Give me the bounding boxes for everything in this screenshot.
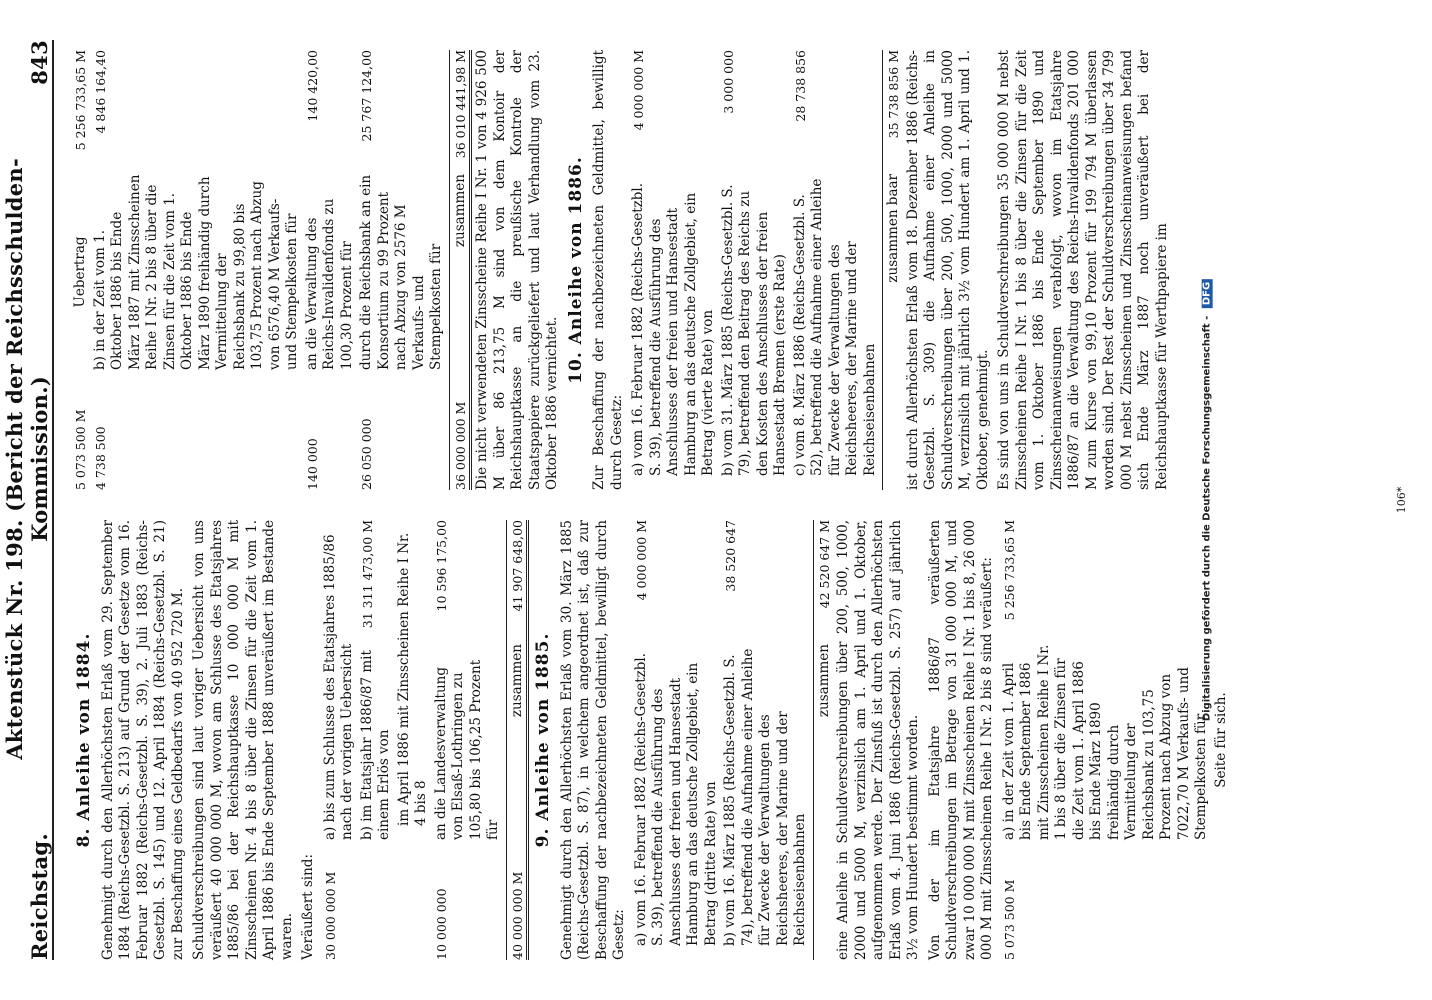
row-text: durch die Reichsbank an ein Konsortium zu 99 Prozent nach Abzug von 2576 M Verkaufs- und Stempelkosten für: [358, 174, 444, 370]
section-9-heading: 9. Anleihe von 1885.: [533, 632, 553, 848]
row-value: 4 846 164,40: [92, 50, 108, 134]
header-left: Reichstag.: [27, 833, 52, 960]
row-value: 5 256 733,65 M: [1001, 520, 1017, 621]
row-text: im April 1886 mit Zinsscheinen Reihe I Nr. 4 bis 8: [395, 532, 429, 826]
row-amount: 140 000: [304, 438, 320, 490]
row-value: 4 000 000 M: [633, 520, 649, 601]
section-9-sum: [813, 520, 834, 960]
dfg-credit-text: Digitalisierung gefördert durch die Deutsche Forschungsgemeinschaft -: [1201, 315, 1213, 722]
row-value: 25 767 124,00: [359, 50, 374, 142]
row-value: 31 311 473,00 M: [359, 520, 375, 629]
section-8-p2: Schuldverschreibungen sind laut voriger Uebersicht von uns veräußert 40 000 000 M, wovon am Schlusse des Etatsjahres 1885/86 bei der Reichshauptkasse 10 000 000 M mit Zinsscheinen Nr. 4 bis 8 über die Zinsen für die Zeit vom 1. April 1886 bis Ende September 1888 unveräußert im Bestande waren.: [191, 520, 295, 960]
row-value: 3 000 000: [720, 50, 736, 114]
section-8-p3: Veräußert sind:: [300, 853, 316, 960]
row-text: b) im Etatsjahr 1886/87 mit einem Erlös von: [358, 650, 392, 840]
header-title: Aktenstück Nr. 198. (Bericht der Reichsschulden-Kommission.): [2, 157, 52, 760]
section-9-p3: Von der im Etatsjahre 1886/87 veräußerten Schuldverschreibungen im Betrage von 31 000 000 M, und zwar 10 000 000 M mit Zinsscheinen Reihe I Nr. 1 bis 8, 26 000 000 M mit Zinsscheinen Reihe I Nr. 2 bis 8 sind veräußert:: [926, 520, 995, 960]
section-8-p1: Genehmigt durch den Allerhöchsten Erlaß vom 29. September 1884 (Reichs-Gesetzbl. S. 213) auf Grund der Gesetze vom 16. Februar 1882 (Reichs-Gesetzbl. S. 39), 2. Juli 1883 (Reichs-Gesetzbl. S. 145) und 12. April 1884 (Reichs-Gesetzbl. S. 21) zur Beschaffung eines Geldbedarfs von 40 952 720 M.: [99, 520, 186, 960]
row-text: Uebertrag: [72, 236, 88, 308]
section-9-p2: eine Anleihe in Schuldverschreibungen über 200, 500, 1000, 2000 und 5000 M, verzinslich am 1. April und 1. Oktober, aufgenommen werde. Der Zinsfuß ist durch den Allerhöchsten Erlaß vom 4. Juni 1886 (Reichs-Gesetzbl. S. 257) auf jährlich 3½ vom Hundert bestimmt worden.: [835, 520, 921, 960]
section-8-heading: 8. Anleihe von 1884.: [74, 632, 94, 848]
right-row-c: [304, 50, 357, 490]
uebertrag-row: [72, 50, 90, 490]
row-text: c) vom 8. März 1886 (Reichs-Gesetzbl. S. 52), betreffend die Aufnahme einer Anleihe für Zwecke der Verwaltungen des Reichsheeres, der Marine und der Reichseisenbahnen: [791, 178, 878, 476]
row-text: a) vom 16. Februar 1882 (Reichs-Gesetzbl. S. 39), betreffend die Ausführung des Anschlusses der freien und Hansestadt Hamburg an das deutsche Zollgebiet, ein Betrag (dritte Rate) von: [632, 652, 719, 946]
row-text: b) vom 31. März 1885 (Reichs-Gesetzbl. S. 79), betreffend den Beitrag des Reichs zu den Kosten des Anschlusses der freien Hansestadt Bremen (erste Rate): [719, 184, 788, 476]
row-text: a) bis zum Schlusse des Etatsjahres 1885/86 nach der vorigen Uebersicht: [321, 534, 355, 840]
total-amount: 40 000 000 M: [509, 871, 525, 960]
row-value: 10 596 175,00: [433, 520, 449, 612]
dfg-logo: DFG: [1201, 279, 1212, 308]
section-9-row-b: [722, 520, 810, 960]
carry-note: Seite für sich.: [1212, 692, 1229, 788]
section-9-row-a2: [1001, 520, 1211, 960]
right-column: [70, 50, 1175, 490]
section-9-p1: Genehmigt durch den Allerhöchsten Erlaß vom 30. März 1885 (Reichs-Gesetzbl. S. 87), in welchem angeordnet ist, daß zur Beschaffung der nachbezeichneten Geldmittel, bewilligt durch Gesetz:: [558, 520, 627, 960]
row-amount: 10 000 000: [433, 888, 449, 960]
right-note: Die nicht verwendeten Zinsscheine Reihe I Nr. 1 von 4 926 500 M über 86 213,75 M sind von dem Kontoir der Reichshauptkasse an die preußische Kontrole der Staatspapiere zurückgeliefert und laut Verhandlung vom 23. Oktober 1886 vernichtet.: [474, 50, 560, 490]
row-text: b) vom 16. März 1885 (Reichs-Gesetzbl. S. 74), betreffend die Aufnahme einer Anleihe für Zwecke der Verwaltungen des Reichsheeres, der Marine und der Reichseisenbahnen: [722, 648, 808, 946]
section-8-row-b: [359, 520, 394, 960]
row-text: a) vom 16. Februar 1882 (Reichs-Gesetzbl. S. 39), betreffend die Ausführung des Anschlusses der freien und Hansestadt Hamburg an das deutsche Zollgebiet, ein Betrag (vierte Rate) von: [630, 182, 716, 476]
sum-label: zusammen baar: [885, 174, 901, 283]
section-10-row-c: [792, 50, 880, 490]
section-8-row-a: [322, 520, 357, 960]
row-text: an die Verwaltung des Reichs-Invalidenfonds zu 100,30 Prozent für: [303, 198, 355, 370]
right-total: [449, 50, 473, 490]
row-amount: 30 000 000 M: [322, 871, 338, 960]
row-value: 5 256 733,65 M: [73, 50, 88, 151]
section-10-row-a: [630, 50, 718, 490]
row-value: 38 520 647: [723, 520, 738, 592]
section-10-sum: [882, 50, 903, 490]
total-label: zusammen: [508, 644, 525, 718]
section-8-total: [506, 520, 530, 960]
row-value: 28 738 856: [792, 50, 808, 122]
section-10-heading: 10. Anleihe von 1886.: [565, 156, 586, 384]
row-amount: 4 738 500: [92, 426, 108, 490]
section-10-p3: Es sind von uns in Schuldverschreibungen 35 000 000 M nebst Zinsscheinen Reihe I Nr. 1 bis 8 über die Zinsen für die Zeit vom 1. Oktober 1886 bis Ende September 1890 und Zinsscheinanweisungen verabfolgt, wovon im Etatsjahre 1886/87 an die Verwaltung des Reichs-Invalidenfonds 201 000 M zum Kurse von 99,10 Prozent für 199 794 M überlassen worden sind. Der Rest der Schuldverschreibungen über 34 799 000 M nebst Zinsscheinen und Zinsscheinanweisungen befand sich Ende März 1887 noch unveräußert bei der Reichshauptkasse für Werthpapiere im: [996, 50, 1170, 490]
left-column: [70, 520, 1234, 960]
right-row-b: [92, 50, 302, 490]
page-header: [2, 40, 54, 960]
section-10-p1: Zur Beschaffung der nachbezeichneten Geldmittel, bewilligt durch Gesetz:: [591, 50, 625, 490]
section-8-row-b-detail: [396, 520, 431, 960]
total-label: zusammen: [451, 174, 468, 248]
sum-value: 35 738 856 M: [886, 50, 901, 139]
right-row-d: [358, 50, 446, 490]
row-value: 140 420,00: [304, 50, 320, 122]
row-amount: 5 073 500 M: [1001, 879, 1017, 960]
section-10-p2: ist durch Allerhöchsten Erlaß vom 18. Dezember 1886 (Reichs-Gesetzbl. S. 309) die Aufnahme einer Anleihe in Schuldverschreibungen über 200, 500, 1000, 2000 und 5000 M, verzinslich mit jährlich 3½ vom Hundert am 1. April und 1. Oktober, genehmigt.: [904, 50, 991, 490]
sheet-mark: 106*: [1395, 486, 1408, 514]
row-amount: 26 050 000: [359, 418, 374, 490]
total-value: 41 907 648,00: [509, 520, 525, 612]
total-amount: 36 000 000 M: [452, 401, 468, 490]
section-9-row-a: [633, 520, 721, 960]
page-number: 843: [27, 40, 52, 85]
row-value: 4 000 000 M: [631, 50, 646, 131]
total-value: 36 010 441,98 M: [452, 50, 468, 159]
row-text: a) in der Zeit vom 1. April bis Ende September 1886 mit Zinsscheinen Reihe I Nr. 1 bis 8 über die Zinsen für die Zeit vom 1. April 1886 bis Ende März 1890 freihändig durch Vermittelung der Reichsbank zu 103,75 Prozent nach Abzug von 7022,70 M Verkaufs- und Stempelkosten für: [1000, 644, 1209, 840]
section-8-row-c: [433, 520, 503, 960]
sum-label: zusammen: [815, 644, 832, 718]
section-10-row-b: [720, 50, 790, 490]
row-text: b) in der Zeit vom 1. Oktober 1886 bis Ende März 1887 mit Zinsscheinen Reihe I Nr. 2 bis 8 über die Zinsen für die Zeit vom 1. Oktober 1886 bis Ende März 1890 freihändig durch Vermittelung der Reichsbank zu 99,80 bis 103,75 Prozent nach Abzug von 6576,40 M Verkaufs- und Stempelkosten für: [91, 174, 300, 370]
row-amount: 5 073 500 M: [73, 409, 88, 490]
row-text: an die Landesverwaltung von Elsaß-Lothringen zu 105,80 bis 106,25 Prozent für: [432, 659, 501, 840]
sum-value: 42 520 647 M: [816, 520, 832, 609]
